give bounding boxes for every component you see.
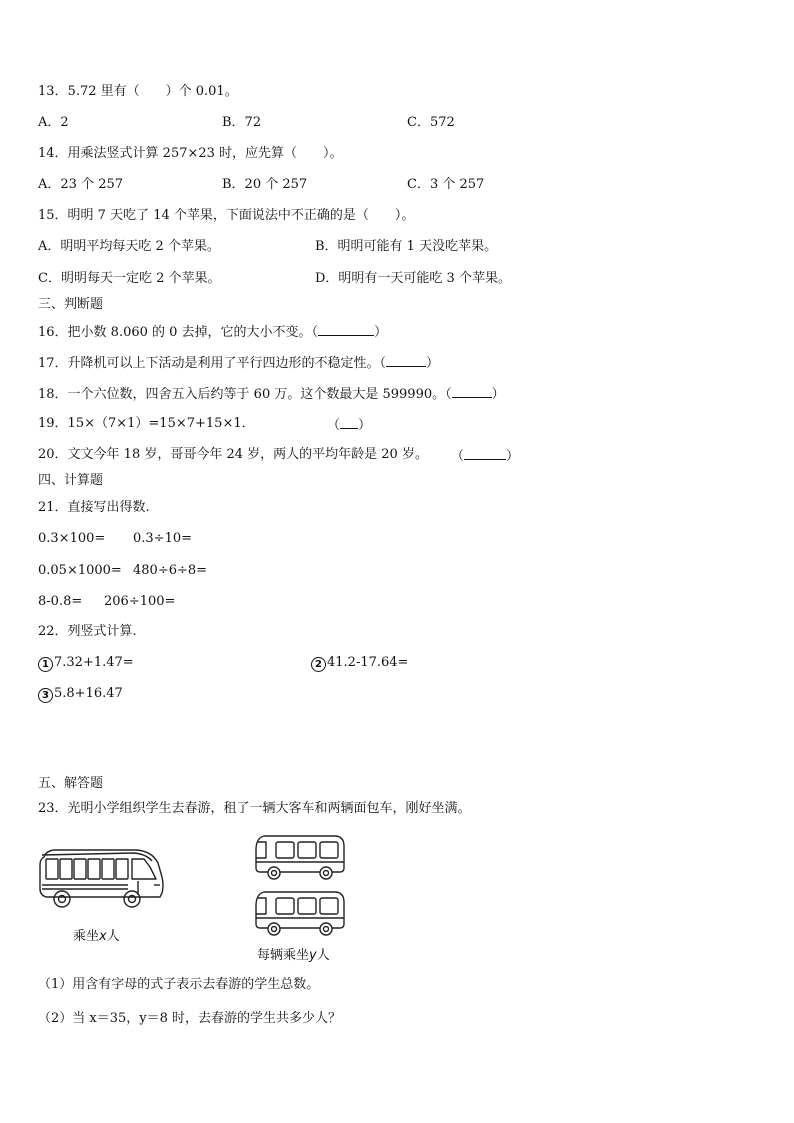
q22-item-2-expr: 41.2-17.64= [327,655,409,670]
minivan-illustration-1 [252,832,348,884]
q13-option-a: A．2 [38,115,69,130]
q21-item-2: 0.3÷10= [133,531,193,546]
q17-close: ） [426,356,440,371]
q19-answer-blank[interactable] [340,416,358,429]
q21-item-5: 8-0.8= [38,594,83,609]
question-16 [38,323,387,341]
van-caption-pre: 每辆乘坐 [257,948,310,963]
q15-option-d: D．明明有一天可能吃 3 个苹果。 [315,271,511,286]
q16-answer-blank[interactable] [318,323,374,336]
minivan-caption [257,944,330,963]
question-17 [38,354,439,372]
q15-option-b: B．明明可能有 1 天没吃苹果。 [315,239,498,254]
q19-close: ） [358,418,372,433]
q21-item-1: 0.3×100= [38,531,106,546]
q22-item-3 [38,686,123,703]
q19-text: 19．15×（7×1）=15×7+15×1． [38,416,255,431]
q14-option-b: B．20 个 257 [222,177,308,192]
q18-close: ） [491,387,505,402]
q18-answer-blank[interactable] [452,385,492,398]
question-19 [38,416,255,432]
q20-answer [451,447,519,465]
q23-sub-1: （1）用含有字母的式子表示去春游的学生总数。 [38,977,320,992]
van-caption-var: y [309,948,317,963]
question-18 [38,385,505,403]
q21-item-4: 480÷6÷8= [133,563,208,578]
q22-item-1-expr: 7.32+1.47= [54,655,134,670]
q18-text: 18．一个六位数，四舍五入后约等于 60 万。这个数最大是 599990。（ [38,387,452,402]
q14-option-c: C．3 个 257 [407,177,485,192]
section-4-heading: 四、计算题 [38,473,104,488]
circled-number-1: 1 [38,657,53,672]
q13-option-b: B．72 [222,115,262,130]
bus-caption-post: 人 [106,929,120,944]
q20-answer-blank[interactable] [464,447,506,460]
question-15: 15．明明 7 天吃了 14 个苹果，下面说法中不正确的是（ ）。 [38,208,415,223]
minivan-illustration-2 [252,888,348,940]
big-bus-illustration [36,845,168,915]
q16-close: ） [374,325,388,340]
question-22: 22．列竖式计算. [38,624,137,639]
q19-answer [327,416,371,434]
q22-item-2 [311,655,408,672]
circled-number-3: 3 [38,688,53,703]
q21-item-3: 0.05×1000= [38,563,122,578]
question-14: 14．用乘法竖式计算 257×23 时，应先算（ ）。 [38,146,343,161]
van-caption-post: 人 [316,948,330,963]
q21-item-6: 206÷100= [104,594,176,609]
section-3-heading: 三、判断题 [38,297,104,312]
section-5-heading: 五、解答题 [38,776,104,791]
question-21: 21．直接写出得数. [38,500,150,515]
big-bus-caption [73,925,120,944]
q20-close: ） [506,449,520,464]
q19-open: （ [327,418,341,433]
bus-caption-var: x [99,929,107,944]
q15-option-a: A．明明平均每天吃 2 个苹果。 [38,239,220,254]
question-23: 23．光明小学组织学生去春游，租了一辆大客车和两辆面包车，刚好坐满。 [38,801,471,816]
q15-option-c: C．明明每天一定吃 2 个苹果。 [38,271,221,286]
question-20 [38,447,428,463]
q22-item-3-expr: 5.8+16.47 [54,686,123,701]
q23-sub-2: （2）当 x＝35，y＝8 时，去春游的学生共多少人？ [38,1011,342,1026]
bus-caption-pre: 乘坐 [73,929,100,944]
q20-open: （ [451,449,465,464]
q14-option-a: A．23 个 257 [38,177,124,192]
q17-answer-blank[interactable] [386,354,426,367]
q16-text: 16．把小数 8.060 的 0 去掉，它的大小不变。（ [38,325,319,340]
q17-text: 17．升降机可以上下活动是利用了平行四边形的不稳定性。（ [38,356,387,371]
question-13: 13．5.72 里有（ ）个 0.01。 [38,84,238,99]
q20-text: 20．文文今年 18 岁，哥哥今年 24 岁，两人的平均年龄是 20 岁。 [38,447,428,462]
q22-item-1 [38,655,134,672]
circled-number-2: 2 [311,657,326,672]
q13-option-c: C．572 [407,115,455,130]
